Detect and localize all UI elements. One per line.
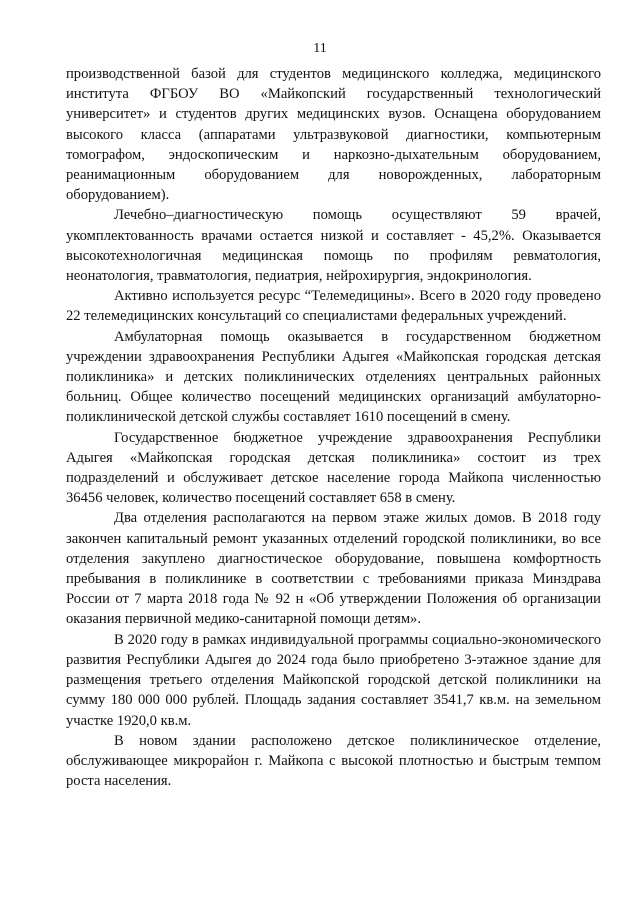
paragraph-continuation: производственной базой для студентов медицинского колледжа, медицинского института ФГБОУ ВО «Майкопский государственный технологический университет» и студентов других медицинских вузов. Оснащена оборудованием высокого класса (аппаратами ультразвуковой диагностики, компьютерным томографом, эндоскопическим и наркозно-дыхательным оборудованием, реанимационным оборудованием для новорожденных, лабораторным оборудованием). xyxy=(66,66,601,204)
page-number: 11 xyxy=(313,41,327,56)
paragraph-new-building: В 2020 году в рамках индивидуальной программы социально-экономического развития Республики Адыгея до 2024 года было приобретено 3-этажное здание для размещения третьего отделения Майкопской городской детской поликлиники на сумму 180 000 000 рублей. Площадь задания составляет 3541,7 кв.м. на земельном участке 1920,0 кв.м. xyxy=(66,631,601,729)
paragraph-new-department: В новом здании расположено детское поликлиническое отделение, обслуживающее микрорайон г. Майкопа с высокой плотностью и быстрым темпом роста населения. xyxy=(66,732,601,790)
document-body xyxy=(66,64,601,791)
paragraph-outpatient-care: Амбулаторная помощь оказывается в государственном бюджетном учреждении здравоохранения Республики Адыгея «Майкопская городская детская поликлиника» и детских поликлинических отделениях центральных районных больниц. Общее количество посещений медицинских организаций амбулаторно-поликлинической детской службы составляет 1610 посещений в смену. xyxy=(66,328,601,426)
paragraph-telemedicine: Активно используется ресурс “Телемедицины». Всего в 2020 году проведено 22 телемедицинских консультаций со специалистами федеральных учреждений. xyxy=(66,288,601,325)
paragraph-medical-assistance: Лечебно–диагностическую помощь осуществляют 59 врачей, укомплектованность врачами остается низкой и составляет - 45,2%. Оказывается высокотехнологичная медицинская помощь по профилям ревматология, неонатология, травматология, педиатрия, нейрохирургия, эндокринология. xyxy=(66,207,601,285)
paragraph-city-polyclinic: Государственное бюджетное учреждение здравоохранения Республики Адыгея «Майкопская городская детская поликлиника» состоит из трех подразделений и обслуживает детское население города Майкопа численностью 36456 человек, количество посещений составляет 658 в смену. xyxy=(66,429,601,507)
paragraph-renovation: Два отделения располагаются на первом этаже жилых домов. В 2018 году закончен капитальный ремонт указанных отделений городской поликлиники, во все отделения закуплено диагностическое оборудование, повышена комфортность пребывания в поликлинике в соответствии с требованиями приказа Минздрава России от 7 марта 2018 года № 92 н «Об утверждении Положения об организации оказания первичной медико-санитарной помощи детям». xyxy=(66,510,601,628)
